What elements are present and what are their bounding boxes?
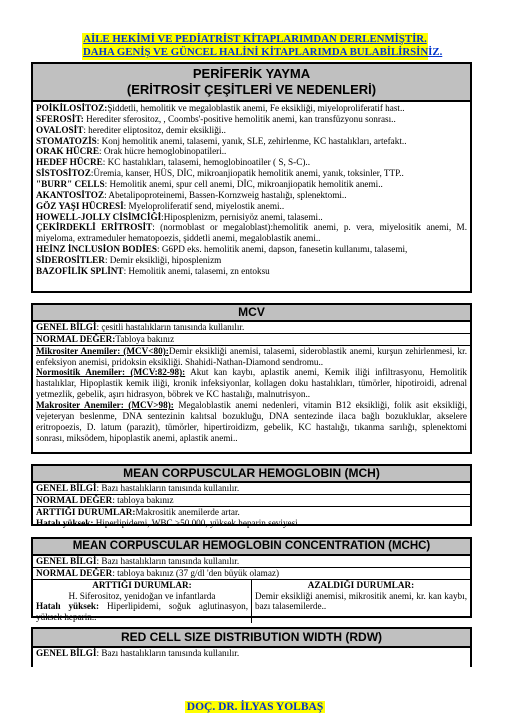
mchc-false-high: Hatalı yüksek: Hiperlipidemi, soğuk aglutinasyon, yüksek heparin.. xyxy=(36,601,248,623)
list-item: SFEROSİT: Herediter sferositoz, , Coombs'-positive hemolitik anemi, kan transfüzyonu sonrası.. xyxy=(36,113,396,124)
list-item: ÇEKİRDEKLİ ERİTROSİT: (normoblast or megaloblast):hemolitik anemi, p. vera, miyelositik anemi, M. miyeloma, extrameduler hematopoezis, şiddetli anemi, megaloblastik anemi.. xyxy=(36,222,467,244)
mchc-decrease-column xyxy=(252,580,470,623)
mch-general: GENEL BİLGİ: Bazı hastalıkların tanısında kullanılır. xyxy=(33,483,470,495)
list-item: SİDEROSİTLER: Demir eksikliği, hiposplenizm xyxy=(36,255,222,266)
mcv-normocytic: Normositik Anemiler: (MCV:82-98): Akut kan kaybı, aplastik anemi, Kemik iliği infiltrasyonu, Hemolitik hastalıklar, Hipoplastik kemik iliği, kronik infeksiyonlar, kollagen doku hastalıkları, tümörler, hipotiroidi, adrenal yetmezlik, gebelik, aşırı hidrasyon, böbrek ve KC hastalığı, malnutrisyon.. xyxy=(36,367,467,400)
mchc-general: GENEL BİLGİ: Bazı hastalıkların tanısında kullanılır. xyxy=(33,556,470,568)
rdw-general: GENEL BİLGİ: Bazı hastalıkların tanısında kullanılır. xyxy=(36,648,240,658)
mcv-header: MCV xyxy=(33,305,470,322)
mch-increase: ARTTIĞI DURUMLAR:Makrositik anemilerde artar. xyxy=(36,506,240,517)
list-item: HOWELL-JOLLY CİSİMCİĞİ:Hiposplenizm, pernisiyöz anemi, talasemi.. xyxy=(36,211,323,222)
peripheral-subtitle: (ERİTROSİT ÇEŞİTLERİ VE NEDENLERİ) xyxy=(126,82,377,97)
list-item: "BURR" CELLS: Hemolitik anemi, spur cell anemi, DİC, mikroanjiopatik hemolitik anemi.. xyxy=(36,179,383,190)
list-item: AKANTOSİTOZ: Abetalipoproteinemi, Bassen-Kornzweig hastalığı, splenektomi.. xyxy=(36,189,347,200)
mch-header: MEAN CORPUSCULAR HEMOGLOBIN (MCH) xyxy=(33,466,470,483)
rdw-header: RED CELL SIZE DISTRIBUTION WIDTH (RDW) xyxy=(33,629,470,648)
header-banner xyxy=(82,33,443,60)
mchc-normal: NORMAL DEĞER: tabloya bakınız (37 g/dl 'den büyük olamaz) xyxy=(33,568,470,580)
mcv-general: GENEL BİLGİ: çesitli hastalıkların tanısında kullanılır. xyxy=(33,322,470,334)
list-item: BAZOFİLİK SPLİNT: Hemolitik anemi, talasemi, zn entoksu xyxy=(36,265,270,276)
mch-section xyxy=(31,464,472,526)
mcv-normal: NORMAL DEĞER:Tabloya bakınız xyxy=(33,334,470,346)
mchc-header: MEAN CORPUSCULAR HEMOGLOBIN CONCENTRATION (MCHC) xyxy=(33,539,470,556)
list-item: HEDEF HÜCRE: KC hastalıkları, talasemi, hemoglobinoatiler ( S, S-C).. xyxy=(36,157,310,168)
list-item: SİSTOSİTOZ:Üremia, kanser, HÜS, DİC, mikroanjiopatik hemolitik anemi, yanık, toksinler, TTP.. xyxy=(36,168,404,179)
peripheral-smear-section xyxy=(31,62,472,293)
mchc-decrease-text: Demir eksikliği anemisi, mikrositik anemi, kr. kan kaybı, bazı talasemilerde.. xyxy=(255,590,467,612)
mcv-section xyxy=(31,303,472,454)
banner-line-2: DAHA GENİŞ VE GÜNCEL HALİNİ KİTAPLARIMDA BULABİLİRSİNİZ. xyxy=(83,46,443,59)
list-item: ORAK HÜCRE: Orak hücre hemoglobinopatileri.. xyxy=(36,146,227,157)
mchc-columns xyxy=(33,580,470,623)
mchc-increase-column xyxy=(33,580,252,623)
author-footer: DOÇ. DR. İLYAS YOLBAŞ xyxy=(186,701,324,713)
peripheral-title: PERİFERİK YAYMA xyxy=(192,66,311,81)
list-item: STOMATOZİS: Konj hemolitik anemi, talasemi, yanık, SLE, zehirlenme, KC hastalıkları, artefakt.. xyxy=(36,135,407,146)
mcv-microcytic: Mikrositer Anemiler: (MCV<80):Demir eksikliği anemisi, talasemi, sideroblastik anemi, kurşun zehirlenmesi, kr. enfeksiyon anemisi, pridoksin eksikliği. Shahidi-Nathan-Diamond sendromu.. xyxy=(36,345,467,367)
list-item: GÖZ YAŞI HÜCRESİ: Myeloproliferatif send, miyelostik anemi.. xyxy=(36,200,285,211)
mch-false-high: Hatalı yüksek: Hiperlipidemi, WBC >50.000, yüksek heparin seviyesi.. xyxy=(36,517,303,528)
mcv-macrocytic: Makrositer Anemiler: (MCV>98): Megaloblastik anemi nedenleri, vitamin B12 eksikliği, folik asit eksikliği, vejeteryan beslenme, DNA sentezinin kalıtsal bozukluğu, DNA sentezinde ilaca bağlı bozukluklar, akselere eritropoezis, D. latum (parazit), tümörler, hipertiroidizm, gebelik, KC hastalığı, tıkanma sarılığı, splenektomi sonrası, miksödem, hipoplastik anemi, aplastik anemi.. xyxy=(36,400,467,443)
list-item: HEİNZ İNCLUSİON BODİES: G6PD eks. hemolitik anemi, dapson, fanesetin kullanımı, talasemi, xyxy=(36,244,408,255)
mchc-increase-text: H. Siferositoz, yenidoğan ve infantlarda xyxy=(68,590,216,601)
mch-normal: NORMAL DEĞER: tabloya bakınız xyxy=(33,495,470,507)
rdw-section xyxy=(31,627,472,667)
peripheral-list xyxy=(33,102,470,277)
mchc-increase-title: ARTTIĞI DURUMLAR: xyxy=(92,579,192,590)
list-item: POİKİLOSİTOZ:Şiddetli, hemolitik ve megaloblastik anemi, Fe eksikliği, miyeloproliferatif hast.. xyxy=(36,103,405,113)
peripheral-smear-header xyxy=(33,64,470,102)
mchc-section xyxy=(31,537,472,623)
list-item: OVALOSİT: herediter eliptositoz, demir eksikliği.. xyxy=(36,124,226,135)
banner-line-1: AİLE HEKİMİ VE PEDİATRİST KİTAPLARIMDAN DERLENMİŞTİR. xyxy=(83,33,427,45)
mchc-decrease-title: AZALDIĞI DURUMLAR: xyxy=(307,579,415,590)
